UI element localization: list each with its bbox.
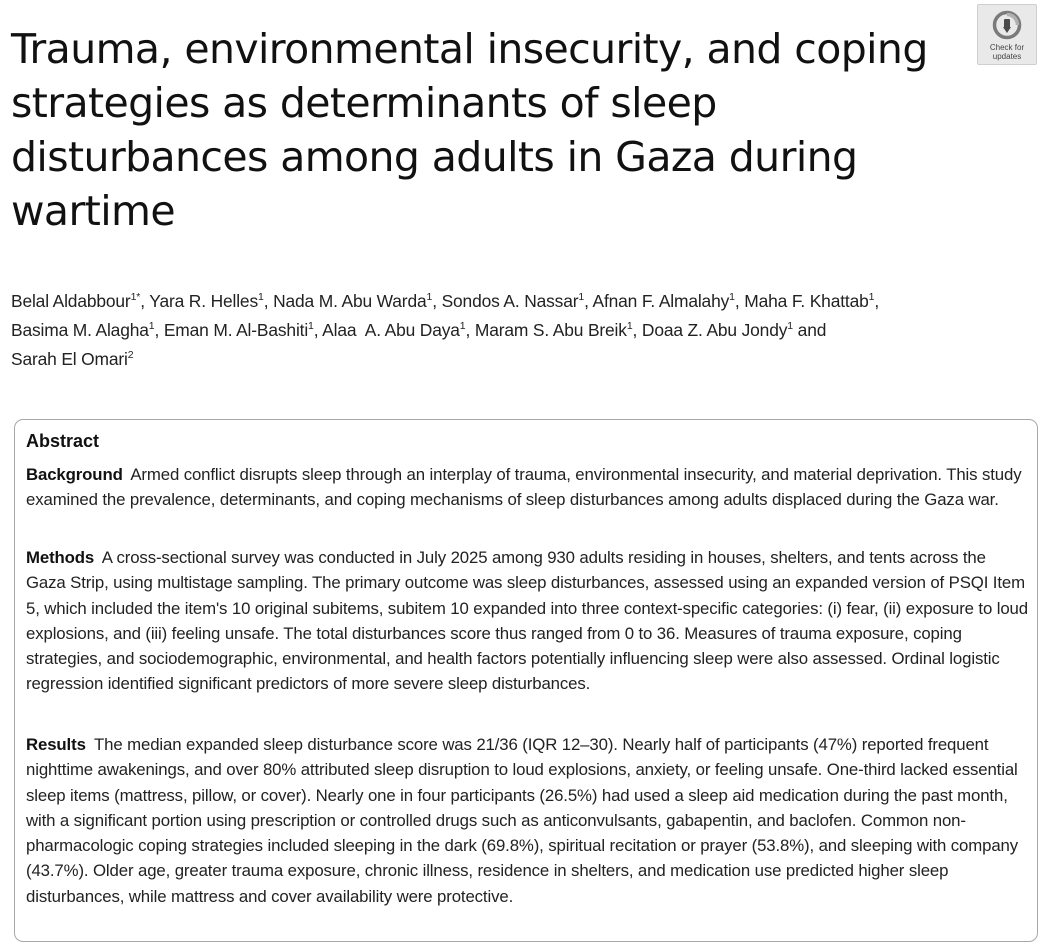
author-affiliation: 1 bbox=[426, 291, 433, 303]
author-affiliation: 1 bbox=[308, 320, 314, 332]
author-name[interactable]: Sarah El Omari bbox=[11, 349, 128, 369]
results-text: The median expanded sleep disturbance score was 21/36 (IQR 12–30). Nearly half of participants (47%) reported frequent nighttime awakenings, and over 80% attributed sleep disruption to loud explosions, anxiety, or feeling unsafe. One-third lacked essential sleep items (mattress, pillow, or cover). Nearly one in four participants (26.5%) had used a sleep aid medication during the past month, with a significant portion using prescription or controlled drugs such as anticonvulsants, gabapentin, and baclofen. Common non-pharmacologic coping strategies included sleeping in the dark (69.8%), spiritual recitation or prayer (53.8%), and sleeping with company (43.7%). Older age, greater trauma exposure, chronic illness, residence in shelters, and medication use predicted higher sleep disturbances, while mattress and cover availability were protective. bbox=[26, 735, 1019, 906]
author-name[interactable]: Basima M. Alagha bbox=[11, 320, 149, 340]
author-name[interactable]: Afnan F. Almalahy bbox=[592, 291, 730, 311]
author-name[interactable]: Yara R. Helles bbox=[149, 291, 259, 311]
author-affiliation: 1 bbox=[258, 291, 264, 303]
author-affiliation: 2 bbox=[127, 349, 134, 361]
author-affiliation: 1 bbox=[787, 320, 793, 332]
author-affiliation: 1 bbox=[459, 320, 466, 332]
abstract-box bbox=[14, 419, 1038, 942]
author-name[interactable]: Nada M. Abu Warda bbox=[273, 291, 427, 311]
author-name[interactable]: Maram S. Abu Breik bbox=[474, 320, 627, 340]
author-affiliation: 1 bbox=[729, 291, 735, 303]
results-label: Results bbox=[26, 735, 86, 754]
abstract-heading: Abstract bbox=[26, 431, 100, 451]
check-for-updates-badge[interactable] bbox=[977, 4, 1037, 65]
abstract-methods bbox=[26, 545, 1028, 697]
author-affiliation: 1* bbox=[130, 291, 141, 303]
author-list: Belal Aldabbour$^{1*}$, Yara R. Helles$^1$, Nada M. Abu Warda$^1$, Sondos A. Nassar$^1$, Afnan F. Almalahy$^1$, Maha F. Khattab$^1$, Basima M. Alagha$^1$, Eman M. Al-Bashiti$^1$, Alaa A. Abu Daya$^1$, Maram S. Abu Breik$^1$, Doaa Z. Abu Jondy$^1$ and Sarah El Omari$^2$ bbox=[11, 291, 880, 369]
abstract-background bbox=[26, 462, 1028, 513]
author-name[interactable]: Doaa Z. Abu Jondy bbox=[641, 320, 788, 340]
background-label: Background bbox=[26, 465, 123, 484]
methods-text: A cross-sectional survey was conducted in July 2025 among 930 adults residing in houses, shelters, and tents across the Gaza Strip, using multistage sampling. The primary outcome was sleep disturbances, assessed using an expanded version of PSQI Item 5, which included the item's 10 original subitems, subitem 10 expanded into three context-specific categories: (i) fear, (ii) exposure to loud explosions, and (iii) feeling unsafe. The total disturbances score thus ranged from 0 to 36. Measures of trauma exposure, coping strategies, and sociodemographic, environmental, and health factors potentially influencing sleep were also assessed. Ordinal logistic regression identified significant predictors of more severe sleep disturbances. bbox=[26, 548, 1028, 694]
check-for-updates-icon bbox=[992, 10, 1022, 40]
abstract-results bbox=[26, 732, 1028, 909]
author-affiliation: 1 bbox=[626, 320, 633, 332]
author-affiliation: 1 bbox=[578, 291, 585, 303]
author-affiliation: 1 bbox=[148, 320, 155, 332]
check-for-updates-label: Check for updates bbox=[989, 43, 1025, 61]
author-name[interactable]: Sondos A. Nassar bbox=[441, 291, 579, 311]
author-name[interactable]: Eman M. Al-Bashiti bbox=[163, 320, 309, 340]
author-name[interactable]: Belal Aldabbour bbox=[11, 291, 131, 311]
methods-label: Methods bbox=[26, 548, 95, 567]
background-text: Armed conflict disrupts sleep through an interplay of trauma, environmental insecurity, and material deprivation. This study examined the prevalence, determinants, and coping mechanisms of sleep disturbances among adults displaced during the Gaza war. bbox=[26, 465, 1022, 510]
author-affiliation: 1 bbox=[868, 291, 875, 303]
author-name[interactable]: Alaa A. Abu Daya bbox=[322, 320, 460, 340]
article-title: Trauma, environmental insecurity, and coping strategies as determinants of sleep disturbances among adults in Gaza during wartime bbox=[11, 25, 928, 235]
author-name[interactable]: Maha F. Khattab bbox=[744, 291, 869, 311]
